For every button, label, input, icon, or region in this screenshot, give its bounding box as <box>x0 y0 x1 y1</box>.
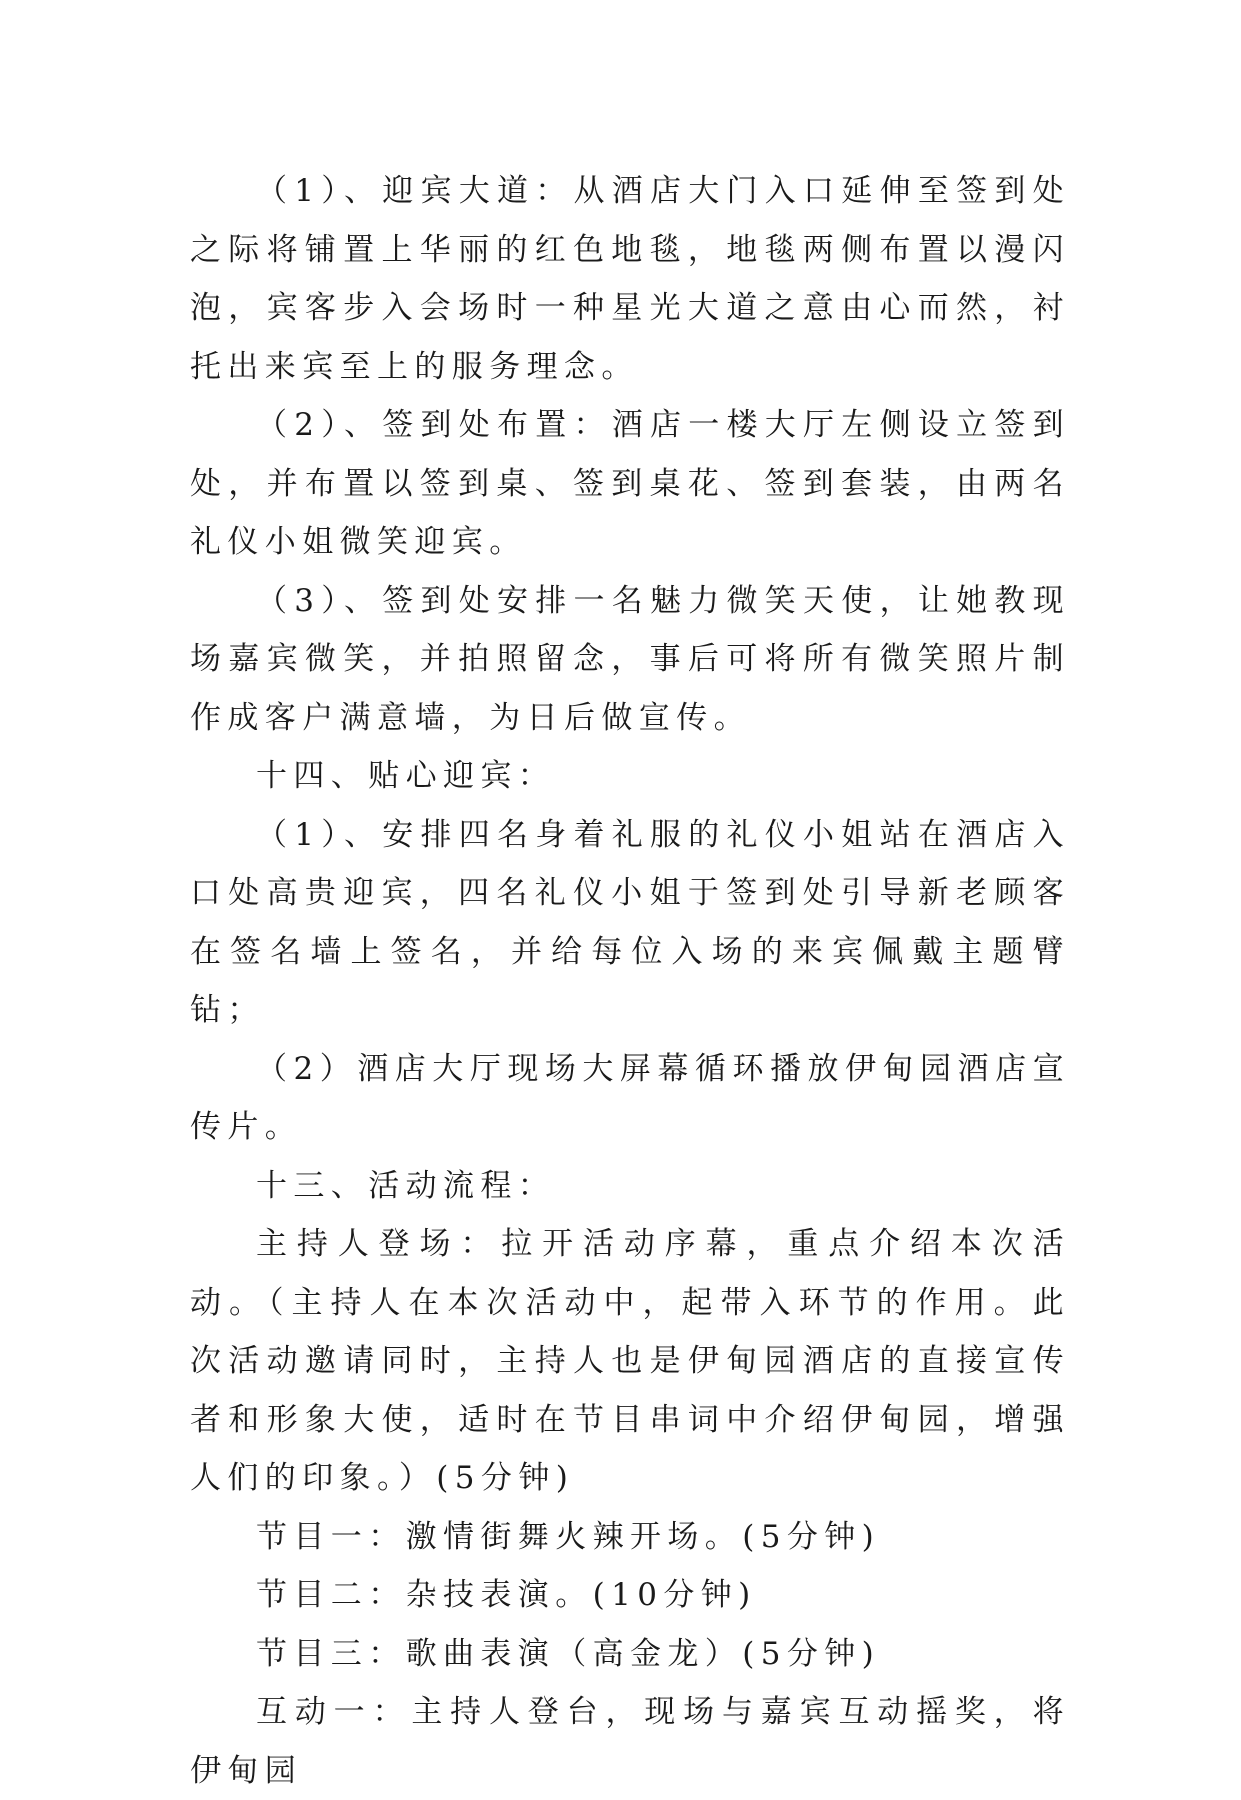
paragraph-promo-video: （2）酒店大厅现场大屏幕循环播放伊甸园酒店宣传片。 <box>190 1050 1070 1145</box>
section-heading-agenda: 十三、活动流程： <box>256 1167 556 1204</box>
paragraph-welcome-avenue: （1）、迎宾大道：从酒店大门入口延伸至签到处之际将铺置上华丽的红色地毯，地毯两侧布置以漫闪泡，宾客步入会场时一种星光大道之意由心而然，衬托出来宾至上的服务理念。 <box>190 173 1070 385</box>
agenda-item-program-2: 节目二：杂技表演。(10分钟) <box>256 1577 757 1613</box>
paragraph-host-opening: 主持人登场：拉开活动序幕，重点介绍本次活动。（主持人在本次活动中，起带入环节的作用。此次活动邀请同时，主持人也是伊甸园酒店的直接宣传者和形象大使，适时在节目串词中介绍伊甸园，增强人们的印象。）(5分钟) <box>190 1226 1070 1496</box>
paragraph-smile-angel: （3）、签到处安排一名魅力微笑天使，让她教现场嘉宾微笑，并拍照留念，事后可将所有微笑照片制作成客户满意墙，为日后做宣传。 <box>190 582 1070 736</box>
paragraph-etiquette-ladies: （1）、安排四名身着礼服的礼仪小姐站在酒店入口处高贵迎宾，四名礼仪小姐于签到处引导新老顾客在签名墙上签名，并给每位入场的来宾佩戴主题臂钻； <box>190 816 1070 1028</box>
agenda-item-program-3: 节目三：歌曲表演（高金龙）(5分钟) <box>256 1635 881 1672</box>
document-body <box>190 162 1070 1800</box>
agenda-item-interaction-1: 互动一：主持人登台，现场与嘉宾互动摇奖，将伊甸园 <box>190 1694 1070 1789</box>
paragraph-signin-desk: （2）、签到处布置：酒店一楼大厅左侧设立签到处，并布置以签到桌、签到桌花、签到套装，由两名礼仪小姐微笑迎宾。 <box>190 407 1070 560</box>
section-heading-welcome: 十四、贴心迎宾： <box>256 758 556 794</box>
agenda-item-program-1: 节目一：激情街舞火辣开场。(5分钟) <box>256 1518 881 1555</box>
